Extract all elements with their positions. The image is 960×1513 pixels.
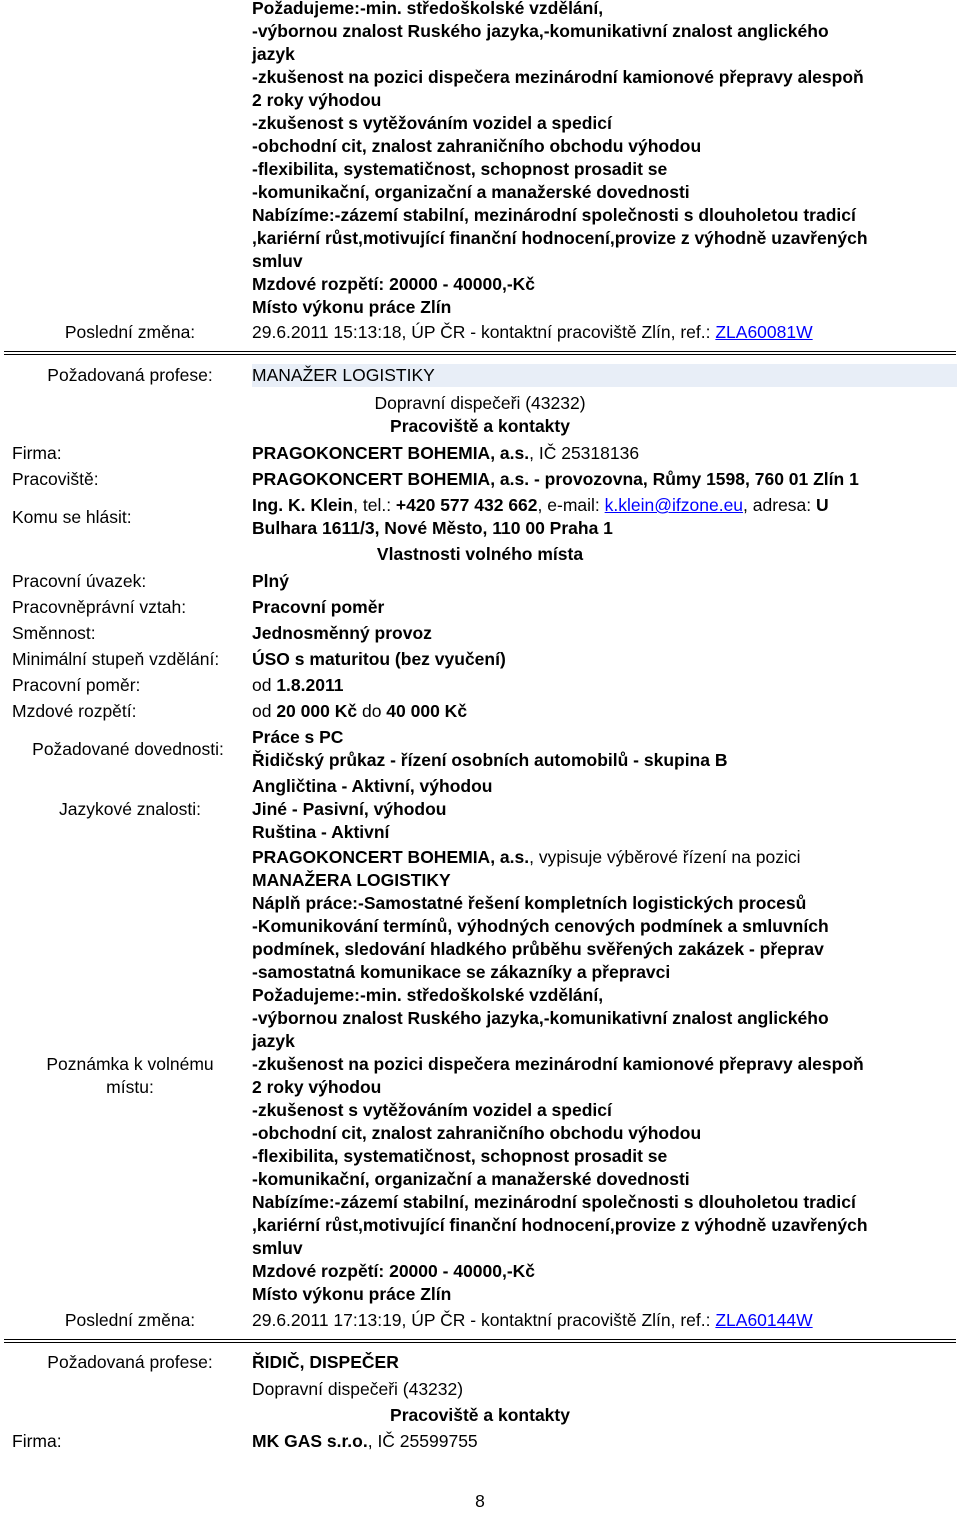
salary-from-label-2: od: [252, 701, 277, 721]
note-line: 2 roky výhodou: [252, 1077, 382, 1097]
note-line: -Komunikování termínů, výhodných cenových podmínek a smluvních: [252, 916, 829, 936]
label-salary-2: Mzdové rozpětí:: [12, 701, 137, 721]
note-line: -obchodní cit, znalost zahraničního obchodu výhodou: [252, 136, 702, 156]
label-employment-2: Pracovní poměr:: [12, 675, 141, 695]
note-line: -komunikační, organizační a manažerské dovednosti: [252, 1169, 690, 1189]
profession-title-2: MANAŽER LOGISTIKY: [252, 364, 957, 387]
note-2: [252, 846, 957, 1306]
salary-max-2: 40 000 Kč: [386, 701, 468, 721]
contact-name-2: Ing. K. Klein: [252, 495, 354, 515]
separator-2: [4, 1339, 956, 1343]
language-item: Angličtina - Aktivní, výhodou: [252, 776, 493, 796]
note-line: -zkušenost na pozici dispečera mezinárodní kamionové přepravy alespoň: [252, 1054, 864, 1074]
label-contact-2: Komu se hlásit:: [12, 507, 132, 527]
section-contacts-2: Pracoviště a kontakty: [390, 416, 570, 436]
note-line: -výbornou znalost Ruského jazyka,-komunikativní znalost anglického: [252, 21, 829, 41]
company-ic-3: , IČ 25599755: [367, 1431, 478, 1451]
skill-item: Řidičský průkaz - řízení osobních automobilů - skupina B: [252, 750, 728, 770]
note-line: smluv: [252, 251, 303, 271]
ref-link-ZLA60144W[interactable]: ZLA60144W: [715, 1310, 813, 1330]
note-line: 2 roky výhodou: [252, 90, 382, 110]
label-languages-2: Jazykové znalosti:: [58, 799, 201, 819]
note-line: jazyk: [252, 1031, 295, 1051]
label-legal-relation-2: Pracovněprávní vztah:: [12, 597, 187, 617]
label-note-2: [12, 1053, 248, 1099]
section-contacts-3: Pracoviště a kontakty: [390, 1405, 570, 1425]
contact-tel-label-2: , tel.:: [353, 495, 396, 515]
label-required-profession-2: Požadovaná profese:: [47, 365, 213, 385]
salary-2: [252, 700, 957, 723]
legal-relation-2: Pracovní poměr: [252, 597, 385, 617]
note-line: -samostatná komunikace se zákazníky a přepravci: [252, 962, 671, 982]
note-line: -flexibilita, systematičnost, schopnost prosadit se: [252, 1146, 668, 1166]
company-2: [252, 442, 957, 465]
profession-category-3: Dopravní dispečeři (43232): [252, 1379, 464, 1399]
contact-2: [252, 494, 957, 540]
note-line: -zkušenost na pozici dispečera mezinárodní kamionové přepravy alespoň: [252, 67, 864, 87]
section-props-2: Vlastnosti volného místa: [376, 544, 584, 564]
shifts-2: Jednosměnný provoz: [252, 623, 432, 643]
employment-2: [252, 674, 957, 697]
company-name-2: PRAGOKONCERT BOHEMIA, a.s.: [252, 443, 530, 463]
top-note: [252, 0, 957, 319]
note-line: -flexibilita, systematičnost, schopnost prosadit se: [252, 159, 668, 179]
note-line: MANAŽERA LOGISTIKY: [252, 870, 451, 890]
label-workload-2: Pracovní úvazek:: [12, 571, 147, 591]
employment-date-2: 1.8.2011: [276, 675, 344, 695]
contact-email-link-2[interactable]: k.klein@ifzone.eu: [604, 495, 744, 515]
workplace-2: PRAGOKONCERT BOHEMIA, a.s. - provozovna, Růmy 1598, 760 01 Zlín 1: [252, 469, 859, 489]
contact-addr-2-2: Bulhara 1611/3, Nové Město, 110 00 Praha 1: [252, 518, 613, 538]
contact-addr-1-2: U: [816, 495, 829, 515]
note-lines: [252, 869, 957, 1306]
label-workplace-2: Pracoviště:: [12, 469, 99, 489]
company-ic-2: , IČ 25318136: [529, 443, 640, 463]
note-line: podmínek, sledování hladkého průběhu svěřených zakázek - přeprav: [252, 939, 824, 959]
note-line: jazyk: [252, 44, 295, 64]
skills-2: [252, 726, 957, 772]
languages-2: [252, 775, 957, 844]
note-line: Nabízíme:-zázemí stabilní, mezinárodní společnosti s dlouholetou tradicí: [252, 1192, 856, 1212]
note-line: Mzdové rozpětí: 20000 - 40000,-Kč: [252, 1261, 536, 1281]
language-item: Jiné - Pasivní, výhodou: [252, 799, 447, 819]
contact-mail-label-2: , e-mail:: [537, 495, 605, 515]
note-line: Mzdové rozpětí: 20000 - 40000,-Kč: [252, 274, 536, 294]
note-line: Požadujeme:-min. středoškolské vzdělání,: [252, 0, 604, 18]
note-head: [252, 846, 957, 869]
note-line: Místo výkonu práce Zlín: [252, 1284, 452, 1304]
separator-1: [4, 351, 956, 355]
note-line: -zkušenost s vytěžováním vozidel a spedicí: [252, 1100, 612, 1120]
label-required-profession-3: Požadovaná profese:: [47, 1352, 213, 1372]
contact-tel-2: +420 577 432 662: [395, 495, 538, 515]
skill-item: Práce s PC: [252, 727, 344, 747]
label-company-3: Firma:: [12, 1431, 62, 1451]
label-last-change-2: Poslední změna:: [64, 1310, 196, 1330]
note-line: Nabízíme:-zázemí stabilní, mezinárodní společnosti s dlouholetou tradicí: [252, 205, 856, 225]
last-change-1-text: 29.6.2011 15:13:18, ÚP ČR - kontaktní pracoviště Zlín, ref.:: [252, 322, 716, 342]
last-change-1: [252, 321, 957, 344]
company-3: [252, 1430, 957, 1453]
language-item: Ruština - Aktivní: [252, 822, 390, 842]
page-number: 8: [475, 1491, 485, 1511]
company-name-3: MK GAS s.r.o.: [252, 1431, 368, 1451]
workload-2: Plný: [252, 571, 289, 591]
note-line: Požadujeme:-min. středoškolské vzdělání,: [252, 985, 604, 1005]
ref-link-ZLA60081W[interactable]: ZLA60081W: [715, 322, 813, 342]
note-line: Místo výkonu práce Zlín: [252, 297, 452, 317]
contact-addr-label-2: , adresa:: [743, 495, 817, 515]
label-note-line2: místu:: [106, 1077, 154, 1097]
note-line: ,kariérní růst,motivující finanční hodnocení,provize z výhodně uzavřených: [252, 228, 868, 248]
note-line: smluv: [252, 1238, 303, 1258]
profession-category-2: Dopravní dispečeři (43232): [374, 393, 586, 413]
salary-min-2: 20 000 Kč: [276, 701, 358, 721]
note-head-rest: , vypisuje výběrové řízení na pozici: [529, 847, 801, 867]
last-change-2: [252, 1309, 957, 1332]
note-head-bold: PRAGOKONCERT BOHEMIA, a.s.: [252, 847, 530, 867]
employment-prefix-2: od: [252, 675, 277, 695]
note-line: -výbornou znalost Ruského jazyka,-komunikativní znalost anglického: [252, 1008, 829, 1028]
note-line: ,kariérní růst,motivující finanční hodnocení,provize z výhodně uzavřených: [252, 1215, 868, 1235]
label-education-2: Minimální stupeň vzdělání:: [12, 649, 220, 669]
note-line: -obchodní cit, znalost zahraničního obchodu výhodou: [252, 1123, 702, 1143]
label-company-2: Firma:: [12, 443, 62, 463]
education-2: ÚSO s maturitou (bez vyučení): [252, 649, 506, 669]
profession-title-3: ŘIDIČ, DISPEČER: [252, 1352, 399, 1372]
label-skills-2: Požadované dovednosti:: [32, 739, 224, 759]
note-line: -zkušenost s vytěžováním vozidel a spedicí: [252, 113, 612, 133]
last-change-2-text: 29.6.2011 17:13:19, ÚP ČR - kontaktní pracoviště Zlín, ref.:: [252, 1310, 716, 1330]
label-shifts-2: Směnnost:: [12, 623, 96, 643]
label-last-change-1: Poslední změna:: [64, 322, 196, 342]
label-note-line1: Poznámka k volnému: [46, 1054, 214, 1074]
note-line: Náplň práce:-Samostatné řešení kompletních logistických procesů: [252, 893, 807, 913]
note-line: -komunikační, organizační a manažerské dovednosti: [252, 182, 690, 202]
salary-to-label-2: do: [357, 701, 387, 721]
